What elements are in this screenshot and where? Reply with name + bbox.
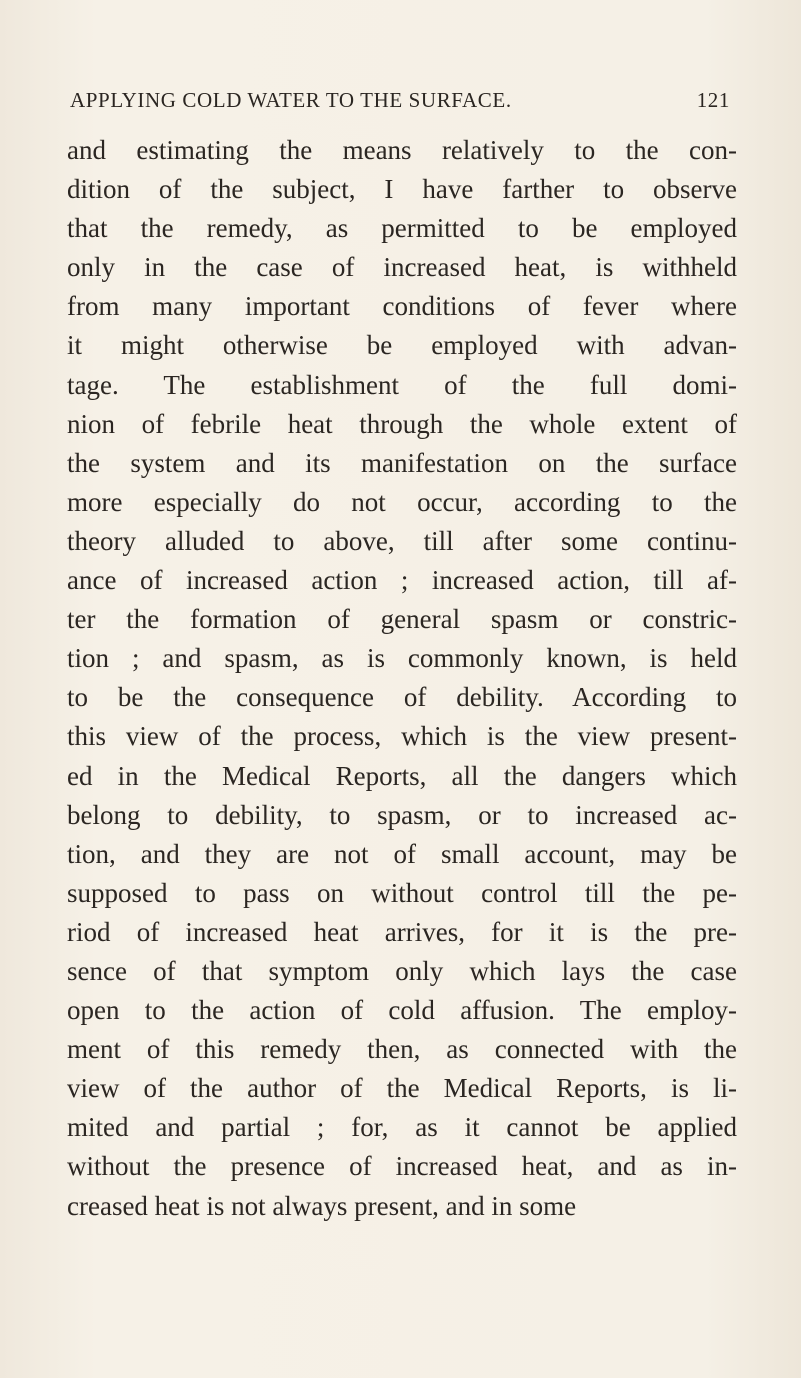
text-line: the system and its manifestation on the surface <box>67 447 737 478</box>
text-line: ment of this remedy then, as connected with the <box>67 1034 737 1065</box>
text-line: open to the action of cold affusion. The employ- <box>67 995 737 1026</box>
text-line: mited and partial ; for, as it cannot be applied <box>67 1112 737 1143</box>
text-line: sence of that symptom only which lays the case <box>67 955 737 986</box>
text-line: belong to debility, to spasm, or to increased ac- <box>67 799 737 830</box>
text-line: to be the consequence of debility. According to <box>67 682 737 713</box>
text-line: ance of increased action ; increased action, till af- <box>67 565 737 596</box>
page-number: 121 <box>696 88 730 112</box>
text-line: that the remedy, as permitted to be employed <box>67 213 737 244</box>
text-line: only in the case of increased heat, is withheld <box>67 252 737 283</box>
text-line: view of the author of the Medical Reports, is li- <box>67 1073 737 1104</box>
text-line: ed in the Medical Reports, all the dangers which <box>67 760 737 791</box>
text-line: tion ; and spasm, as is commonly known, is held <box>67 643 737 674</box>
text-line: tion, and they are not of small account, may be <box>67 838 737 869</box>
text-line: theory alluded to above, till after some continu- <box>67 525 737 556</box>
text-line: riod of increased heat arrives, for it is the pre- <box>67 916 737 947</box>
text-line: it might otherwise be employed with advan- <box>67 330 737 361</box>
text-line: and estimating the means relatively to the con- <box>67 135 737 165</box>
text-line: dition of the subject, I have farther to observe <box>67 174 737 205</box>
text-line: tage. The establishment of the full domi- <box>67 369 737 400</box>
text-line: this view of the process, which is the view present- <box>67 721 737 752</box>
text-line: more especially do not occur, according to the <box>67 486 737 517</box>
text-line: nion of febrile heat through the whole extent of <box>67 408 737 439</box>
text-line: creased heat is not always present, and in some <box>67 1190 577 1221</box>
text-line: ter the formation of general spasm or constric- <box>67 604 737 635</box>
text-line: supposed to pass on without control till the pe- <box>67 877 737 908</box>
running-head-title: APPLYING COLD WATER TO THE SURFACE. <box>70 88 512 112</box>
text-line: from many important conditions of fever where <box>67 291 737 322</box>
body-paragraph <box>67 131 737 1226</box>
running-head <box>70 84 730 116</box>
text-line: without the presence of increased heat, and as in- <box>67 1151 737 1182</box>
